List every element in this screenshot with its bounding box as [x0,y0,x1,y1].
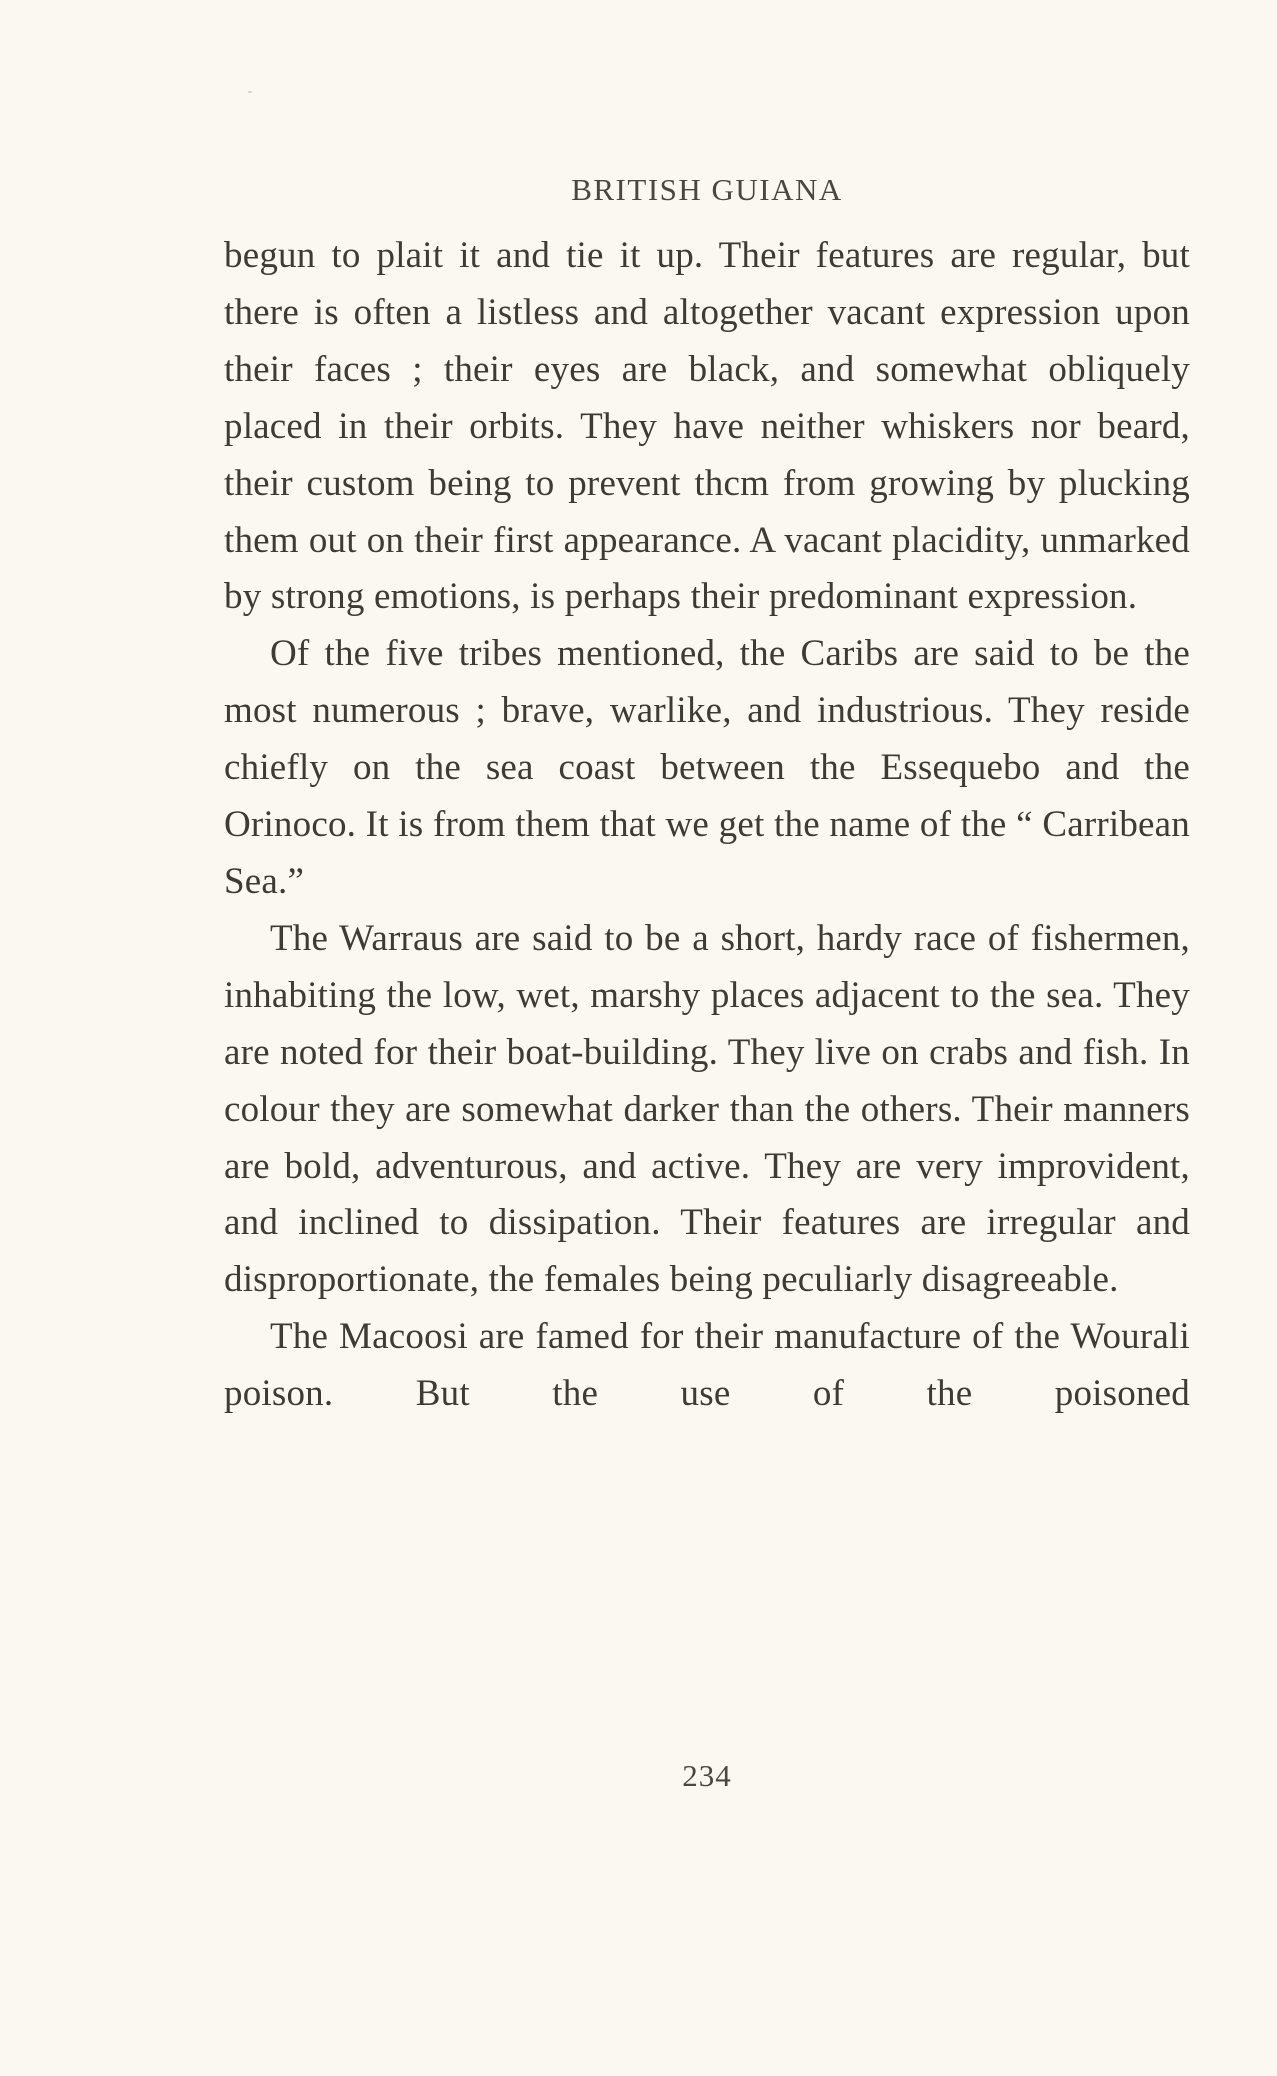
page-number: 234 [682,1758,732,1793]
running-head: BRITISH GUIANA [571,172,843,207]
paragraph-1: begun to plait it and tie it up. Their features are regular, but there is often a listless and altogether vacant expression upon their faces ; their eyes are black, and somewhat obliquely placed in their orbits. They have neither whiskers nor beard, their custom being to prevent thcm from growing by plucking them out on their first appearance. A vacant placidity, unmarked by strong emotions, is perhaps their predominant expression. [224,235,1190,618]
paragraph-2: Of the five tribes mentioned, the Caribs are said to be the most numerous ; brave, warlike, and industrious. They reside chiefly on the sea coast between the Essequebo and the Orinoco. It is from them that we get the name of the “ Carribean Sea.” [224,633,1190,902]
body-text [224,228,1190,1423]
paragraph-4: The Macoosi are famed for their manufacture of the Wourali poison. But the use of the poisoned [224,1316,1190,1415]
paragraph-3: The Warraus are said to be a short, hardy race of fishermen, inhabiting the low, wet, marshy places adjacent to the sea. They are noted for their boat-building. They live on crabs and fish. In colour they are somewhat darker than the others. Their manners are bold, adventurous, and active. They are very improvident, and inclined to dissipation. Their features are irregular and disproportionate, the females being peculiarly disagreeable. [224,917,1190,1301]
paper-speck [248,91,252,93]
